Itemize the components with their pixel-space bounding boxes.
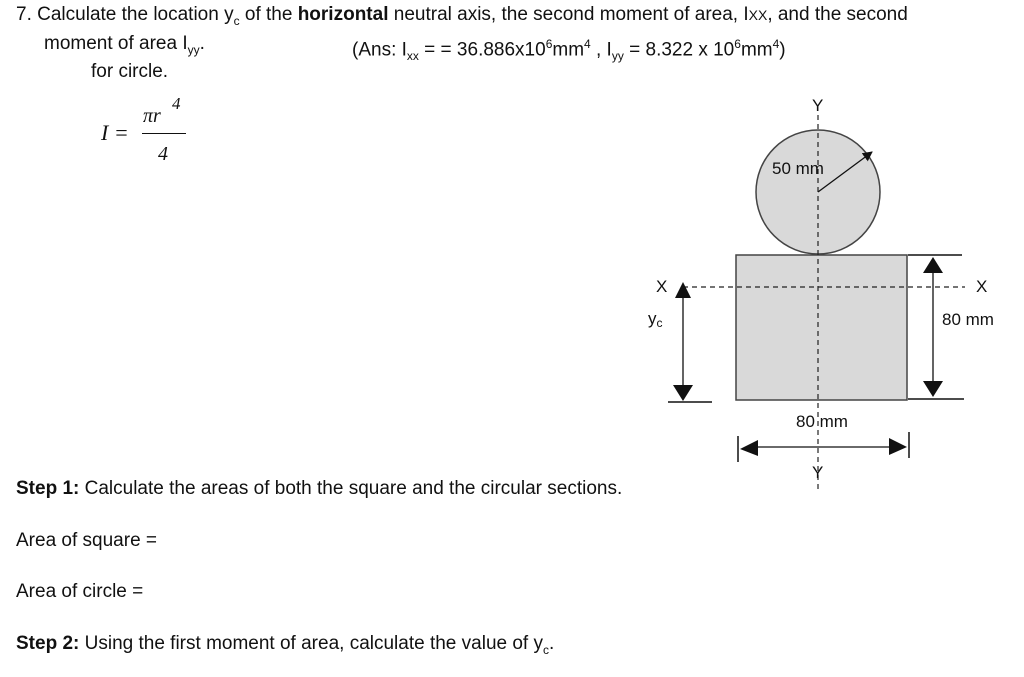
step-1: Step 1: Calculate the areas of both the square and the circular sections. — [16, 478, 623, 499]
question-line-1: 7. Calculate the location $y_c$ of the horizontal neutral axis, the second moment of area, IXX, and the second — [16, 4, 908, 28]
formula-denominator: 4 — [158, 143, 168, 165]
x-axis-left-label: X — [656, 277, 668, 296]
question-number: 7. — [16, 4, 32, 25]
height-arrow-bottom — [923, 381, 943, 397]
width-arrow-right — [889, 438, 907, 455]
y-axis-top-label: Y — [812, 96, 824, 115]
emphasis-horizontal: horizontal — [297, 4, 389, 25]
x-axis-right-label: X — [976, 277, 988, 296]
area-of-circle-label: Area of circle = — [16, 581, 144, 602]
for-circle-label: for circle. — [91, 61, 169, 82]
y-axis-bottom-label: Y — [812, 463, 824, 482]
width-label: 80 mm — [796, 412, 848, 431]
width-arrow-left — [740, 440, 758, 456]
radius-label: 50 mm — [772, 159, 824, 178]
height-label: 80 mm — [942, 310, 994, 329]
height-arrow-top — [923, 257, 943, 273]
formula-exponent: 4 — [172, 94, 181, 113]
formula-lhs: I = — [101, 120, 129, 145]
area-of-square-label: Area of square = — [16, 530, 158, 551]
yc-arrow-top — [675, 282, 691, 298]
step-2: Step 2: Using the first moment of area, calculate the value of $y_c$. — [16, 633, 555, 657]
yc-label: yc — [648, 309, 663, 330]
square-section — [736, 255, 907, 400]
question-line-2: moment of area $I_{yy}$. — [44, 33, 205, 57]
answer-line: (Ans: $I_{xx}$ = = $36.886x10^6mm^4$ , $I_{yy} = 8.322$ x $10^6mm^4$) — [352, 37, 786, 64]
formula-numerator: πr — [143, 105, 161, 127]
yc-arrow-bottom — [673, 385, 693, 401]
